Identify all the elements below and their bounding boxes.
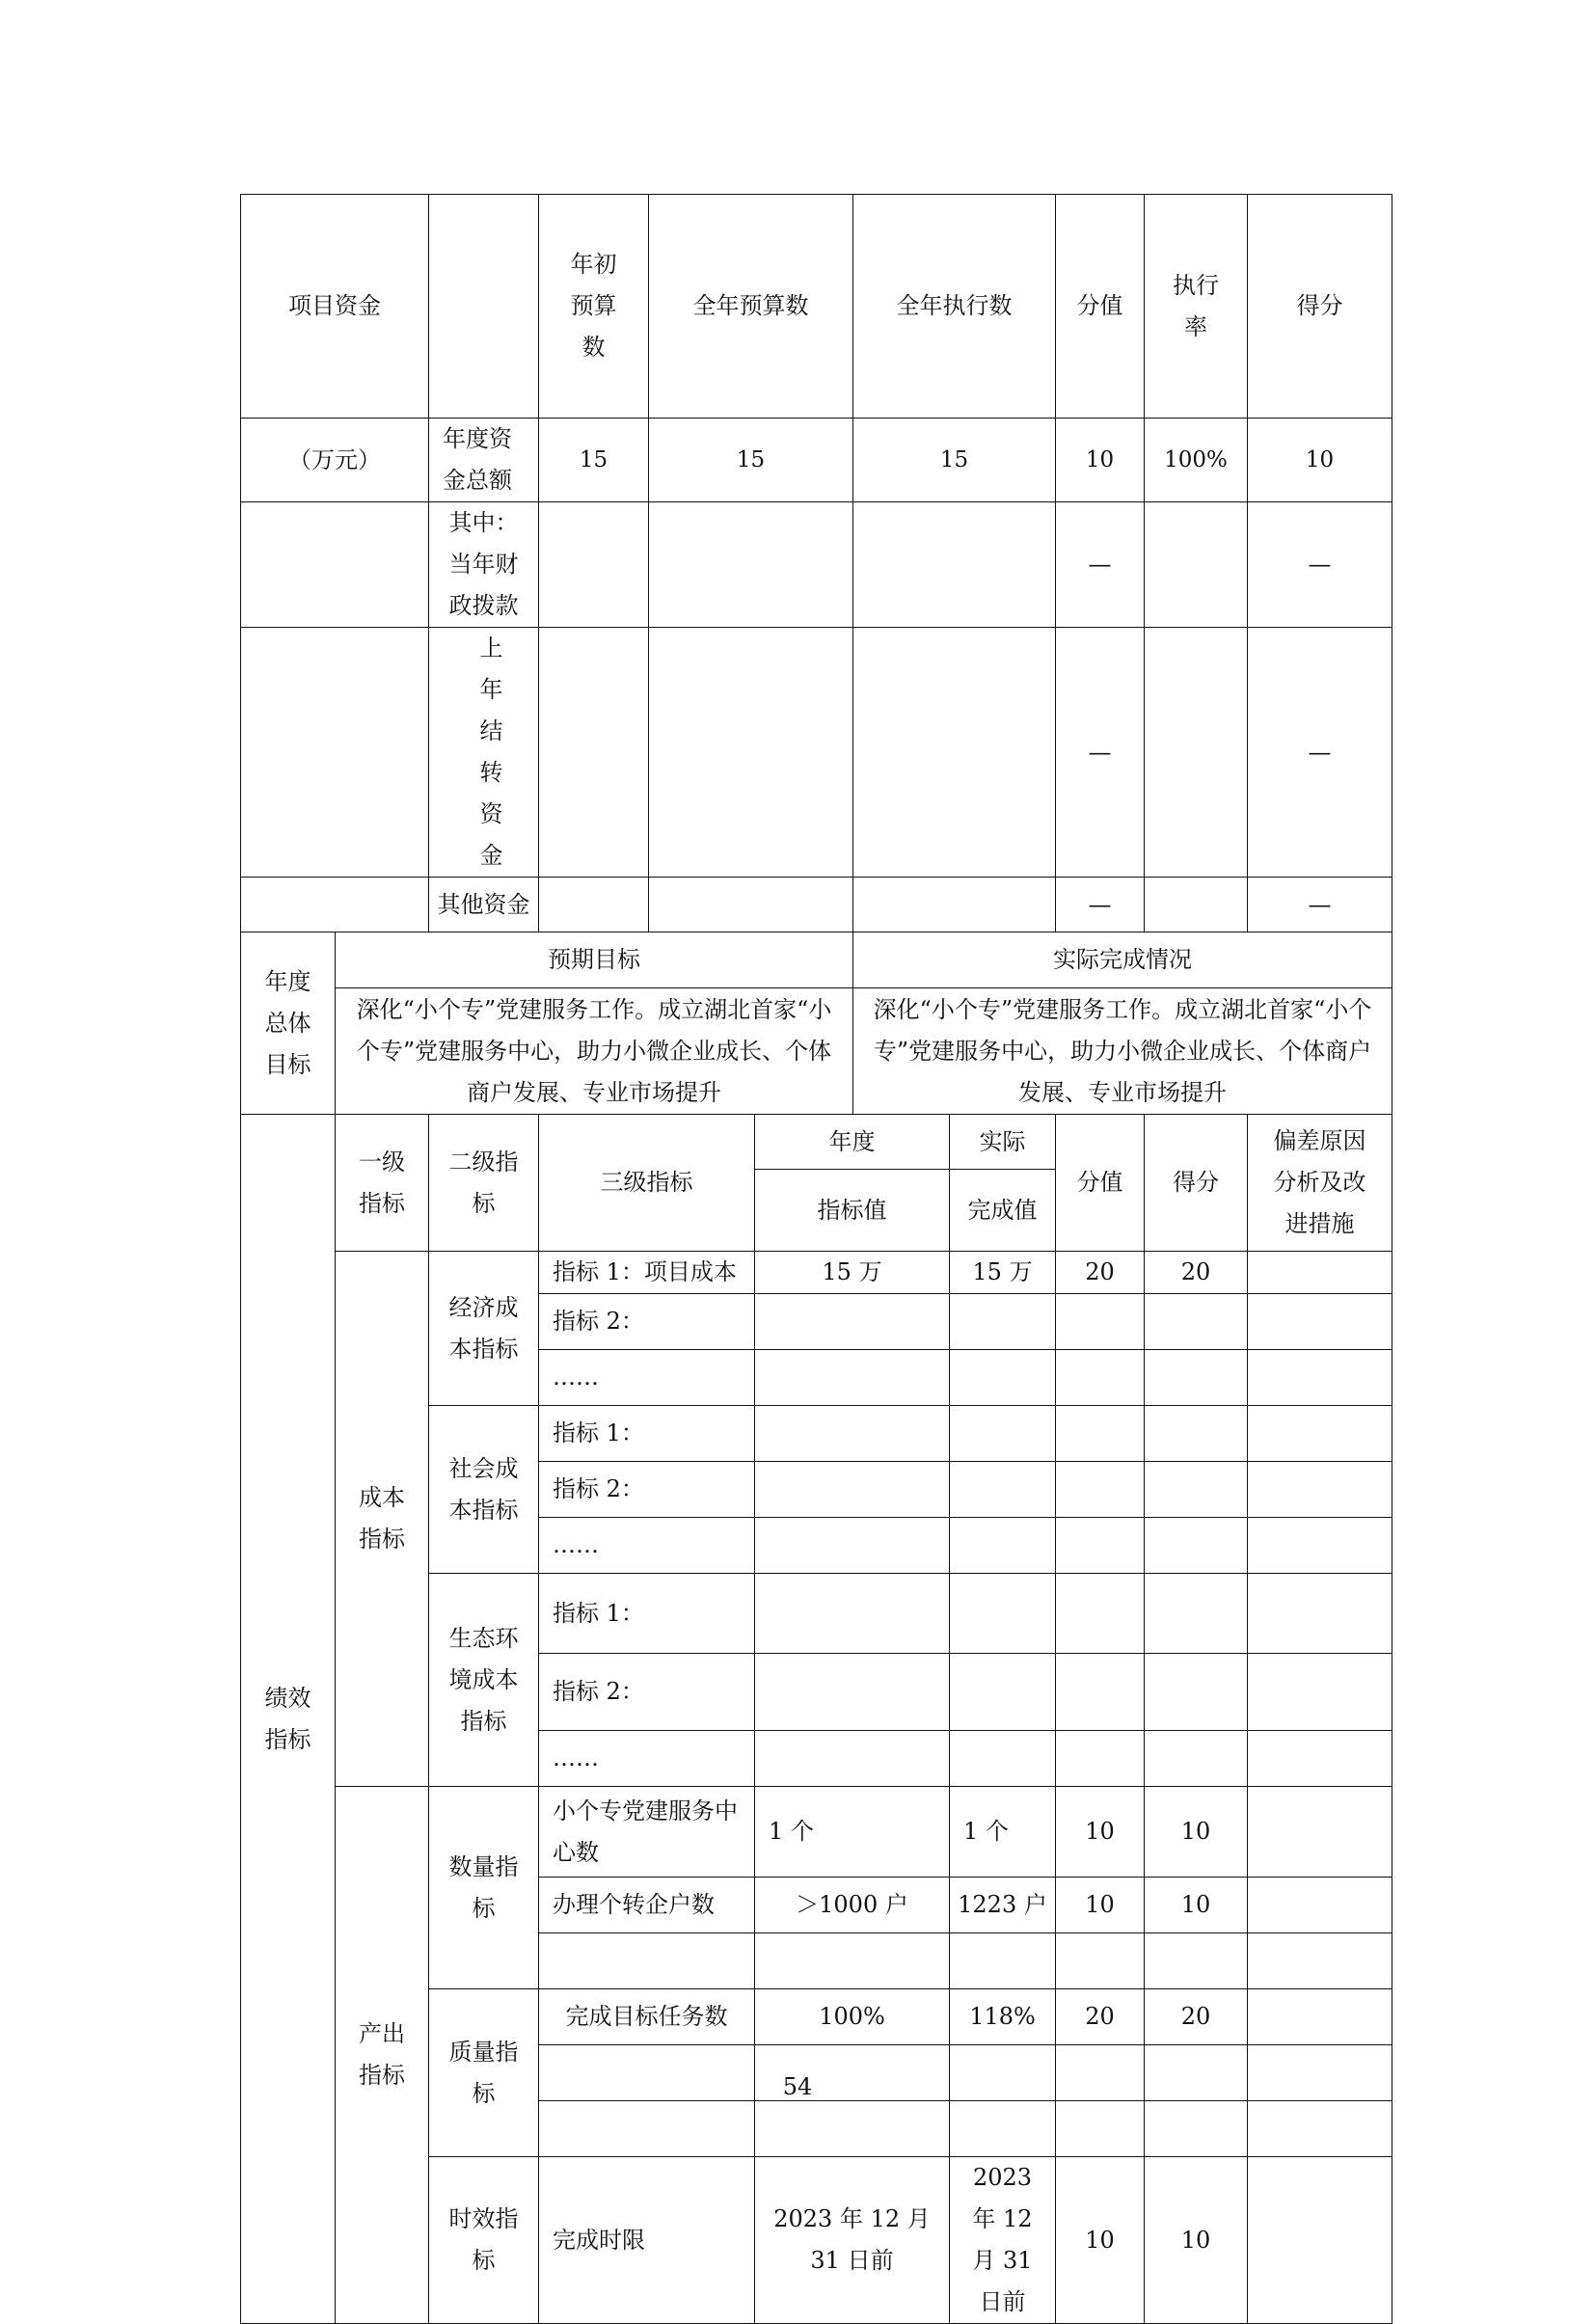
- eco-cost-label: 生态环境成本指标: [429, 1574, 539, 1787]
- actual-goal-text: 深化“小个专”党建服务工作。成立湖北首家“小个专”党建服务中心，助力小微企业成长、个体商户发展、专业市场提升: [853, 988, 1392, 1115]
- carry-score: —: [1248, 628, 1392, 878]
- quality-r1-name: 完成目标任务数: [539, 1989, 755, 2045]
- social-r1-name: 指标 1：: [539, 1406, 755, 1462]
- score-value-header: 分值: [1056, 1115, 1145, 1252]
- cost-indicators-label: 成本指标: [336, 1252, 429, 1787]
- level3-header: 三级指标: [539, 1115, 755, 1252]
- quantity-r1-score: 10: [1145, 1787, 1248, 1878]
- actual-header-bottom: 完成值: [950, 1170, 1056, 1252]
- timeliness-r1-actual: 2023 年 12 月 31 日前: [950, 2157, 1056, 2324]
- total-funds-label: 年度资金总额: [429, 419, 539, 502]
- social-r3-name: ……: [539, 1518, 755, 1574]
- quality-r1-actual: 118%: [950, 1989, 1056, 2045]
- eco-r1-name: 指标 1：: [539, 1574, 755, 1654]
- output-indicators-label: 产出指标: [336, 1787, 429, 2324]
- target-header-bottom: 指标值: [755, 1170, 950, 1252]
- total-rate: 100%: [1145, 419, 1248, 502]
- quantity-r1-target: 1 个: [755, 1787, 950, 1878]
- other-score-value: —: [1056, 878, 1145, 932]
- quality-label: 质量指标: [429, 1989, 539, 2157]
- economic-r2-name: 指标 2：: [539, 1294, 755, 1350]
- timeliness-label: 时效指标: [429, 2157, 539, 2324]
- quantity-r1-score-value: 10: [1056, 1787, 1145, 1878]
- current-funds-label: 其中：当年财政拨款: [429, 502, 539, 628]
- total-score-value: 10: [1056, 419, 1145, 502]
- quality-r1-score: 20: [1145, 1989, 1248, 2045]
- header-annual-budget: 全年预算数: [649, 195, 853, 419]
- social-r2-name: 指标 2：: [539, 1462, 755, 1518]
- quantity-r2-target: ＞1000 户: [755, 1878, 950, 1933]
- performance-table: [240, 194, 1392, 2324]
- score-header: 得分: [1145, 1115, 1248, 1252]
- eco-r3-name: ……: [539, 1731, 755, 1787]
- social-cost-label: 社会成本指标: [429, 1406, 539, 1574]
- header-exec-rate: 执行率: [1145, 195, 1248, 419]
- expected-goal-header: 预期目标: [336, 932, 853, 988]
- economic-r1-score: 20: [1145, 1252, 1248, 1294]
- actual-header-top: 实际: [950, 1115, 1056, 1170]
- timeliness-r1-target: 2023 年 12 月 31 日前: [755, 2157, 950, 2324]
- economic-r1-target: 15 万: [755, 1252, 950, 1294]
- goals-label: 年度总体目标: [241, 932, 336, 1115]
- header-initial-budget: 年初预算数: [539, 195, 649, 419]
- other-funds-label: 其他资金: [429, 878, 539, 932]
- quantity-r1-name: 小个专党建服务中心数: [539, 1787, 755, 1878]
- header-score: 得分: [1248, 195, 1392, 419]
- total-score: 10: [1248, 419, 1392, 502]
- economic-r1-score-value: 20: [1056, 1252, 1145, 1294]
- current-score-value: —: [1056, 502, 1145, 628]
- total-annual: 15: [649, 419, 853, 502]
- target-header-top: 年度: [755, 1115, 950, 1170]
- actual-goal-header: 实际完成情况: [853, 932, 1392, 988]
- expected-goal-text: 深化“小个专”党建服务工作。成立湖北首家“小个专”党建服务中心，助力小微企业成长、个体商户发展、专业市场提升: [336, 988, 853, 1115]
- level1-header: 一级指标: [336, 1115, 429, 1252]
- perf-label: 绩效指标: [241, 1115, 336, 2324]
- header-score-value: 分值: [1056, 195, 1145, 419]
- carry-funds-label: 上年结转资金: [429, 628, 539, 878]
- quantity-r2-score-value: 10: [1056, 1878, 1145, 1933]
- level2-header: 二级指标: [429, 1115, 539, 1252]
- total-initial: 15: [539, 419, 649, 502]
- quantity-r2-score: 10: [1145, 1878, 1248, 1933]
- quantity-r2-name: 办理个转企户数: [539, 1878, 755, 1933]
- economic-r3-name: ……: [539, 1350, 755, 1406]
- eco-r2-name: 指标 2：: [539, 1654, 755, 1731]
- economic-cost-label: 经济成本指标: [429, 1252, 539, 1406]
- timeliness-r1-name: 完成时限: [539, 2157, 755, 2324]
- timeliness-r1-score: 10: [1145, 2157, 1248, 2324]
- funds-label: 项目资金: [241, 195, 429, 419]
- quantity-label: 数量指标: [429, 1787, 539, 1989]
- economic-r1-actual: 15 万: [950, 1252, 1056, 1294]
- quality-r1-score-value: 20: [1056, 1989, 1145, 2045]
- other-score: —: [1248, 878, 1392, 932]
- current-score: —: [1248, 502, 1392, 628]
- total-executed: 15: [853, 419, 1056, 502]
- deviation-header: 偏差原因分析及改进措施: [1248, 1115, 1392, 1252]
- timeliness-r1-score-value: 10: [1056, 2157, 1145, 2324]
- quantity-r2-actual: 1223 户: [950, 1878, 1056, 1933]
- quality-r1-target: 100%: [755, 1989, 950, 2045]
- quantity-r1-actual: 1 个: [950, 1787, 1056, 1878]
- carry-score-value: —: [1056, 628, 1145, 878]
- header-annual-executed: 全年执行数: [853, 195, 1056, 419]
- page-number: 54: [782, 2073, 813, 2100]
- economic-r1-name: 指标 1：项目成本: [539, 1252, 755, 1294]
- funds-unit: （万元）: [241, 419, 429, 502]
